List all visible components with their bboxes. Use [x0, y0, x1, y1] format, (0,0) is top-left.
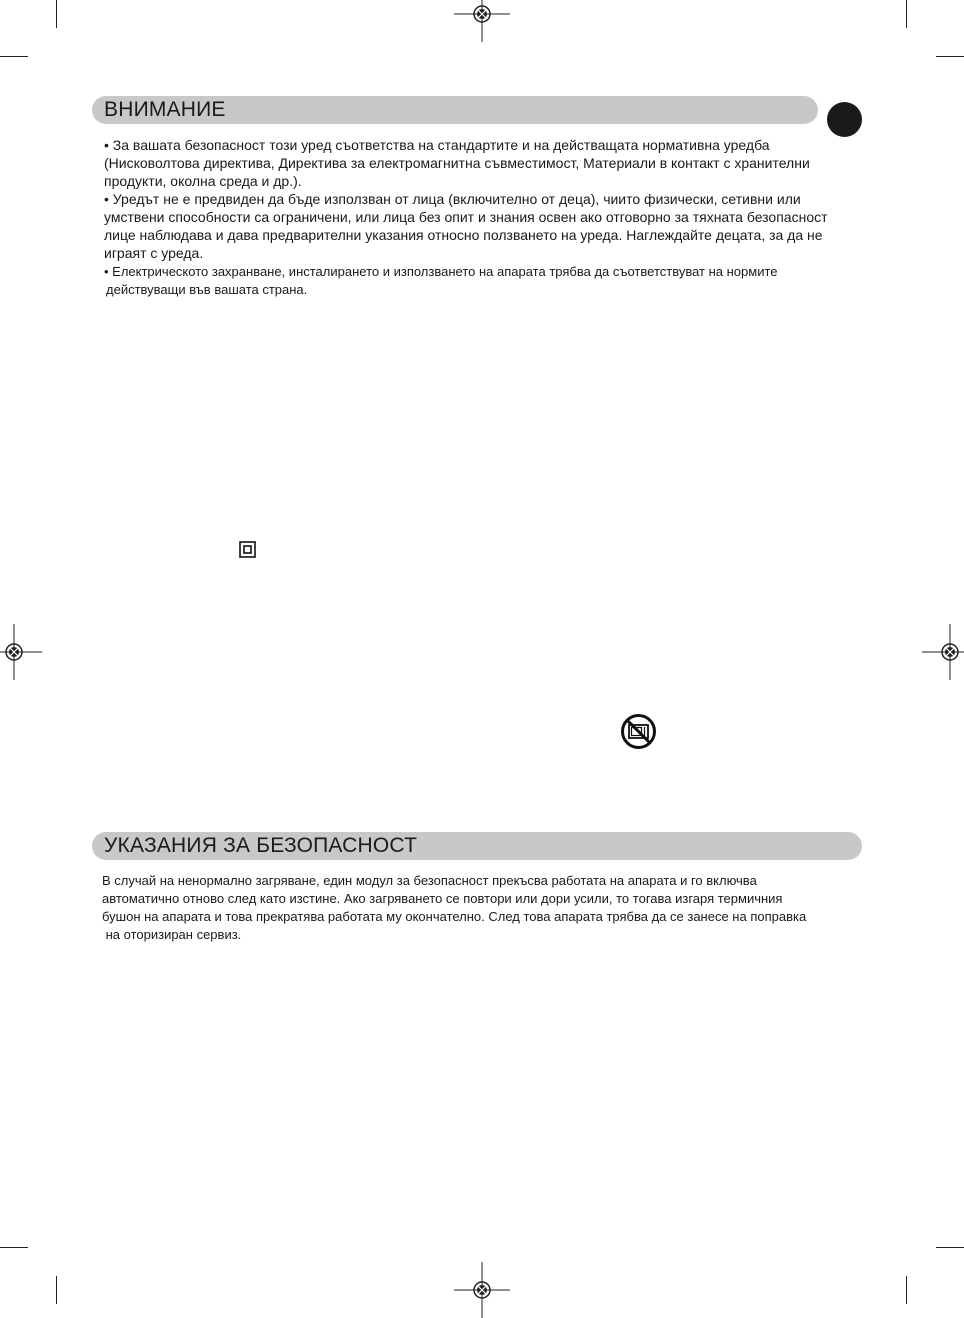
registration-mark-icon — [0, 624, 42, 680]
warning-line: (Нисковолтова директива, Директива за електромагнитна съвместимост, Материали в контакт с хранителни — [104, 155, 810, 171]
crop-mark — [0, 56, 28, 57]
safety-line: автоматично отново след като изстине. Ако загряването се повтори или дори усили, то тогава изгаря термичния — [102, 891, 783, 906]
safety-header — [92, 832, 862, 860]
warning-line: действуващи във вашата страна. — [106, 282, 308, 297]
warning-header — [92, 96, 818, 124]
crop-mark — [906, 1276, 907, 1304]
safety-title: УКАЗАНИЯ ЗА БЕЗОПАСНОСТ — [104, 834, 418, 857]
safety-line: на оторизиран сервиз. — [102, 927, 242, 942]
crop-mark — [56, 0, 57, 28]
crop-mark — [906, 0, 907, 28]
registration-mark-icon — [454, 0, 510, 42]
double-insulation-icon — [239, 541, 256, 558]
registration-mark-icon — [454, 1262, 510, 1318]
warning-line: лице наблюдава и дава предварителни указания относно ползването на уреда. Наглеждайте децата, за да не — [104, 227, 823, 243]
crop-mark — [936, 56, 964, 57]
safety-line: бушон на апарата и това прекратява работата му окончателно. След това апарата трябва да се занесе на поправка — [102, 909, 807, 924]
crop-mark — [56, 1276, 57, 1304]
warning-line: • За вашата безопасност този уред съответства на стандартите и на действащата нормативна уредба — [104, 137, 770, 153]
warning-title: ВНИМАНИЕ — [104, 98, 226, 121]
warning-line: • Електрическото захранване, инсталирането и използването на апарата трябва да съответствуват на нормите — [104, 264, 778, 279]
warning-line: • Уредът не е предвиден да бъде използван от лица (включително от деца), чиито физически, сетивни или — [104, 191, 801, 207]
warning-line: продукти, околна среда и др.). — [104, 173, 302, 189]
registration-mark-icon — [922, 624, 964, 680]
black-circle-icon — [827, 102, 862, 137]
no-microwave-icon — [620, 713, 657, 750]
safety-line: В случай на ненормално загряване, един модул за безопасност прекъсва работата на апарата и го включва — [102, 873, 757, 888]
warning-line: умствени способности са ограничени, или лица без опит и знания освен ако отговорно за тяхната безопасност — [104, 209, 828, 225]
crop-mark — [936, 1247, 964, 1248]
warning-line: играят с уреда. — [104, 245, 204, 261]
crop-mark — [0, 1247, 28, 1248]
